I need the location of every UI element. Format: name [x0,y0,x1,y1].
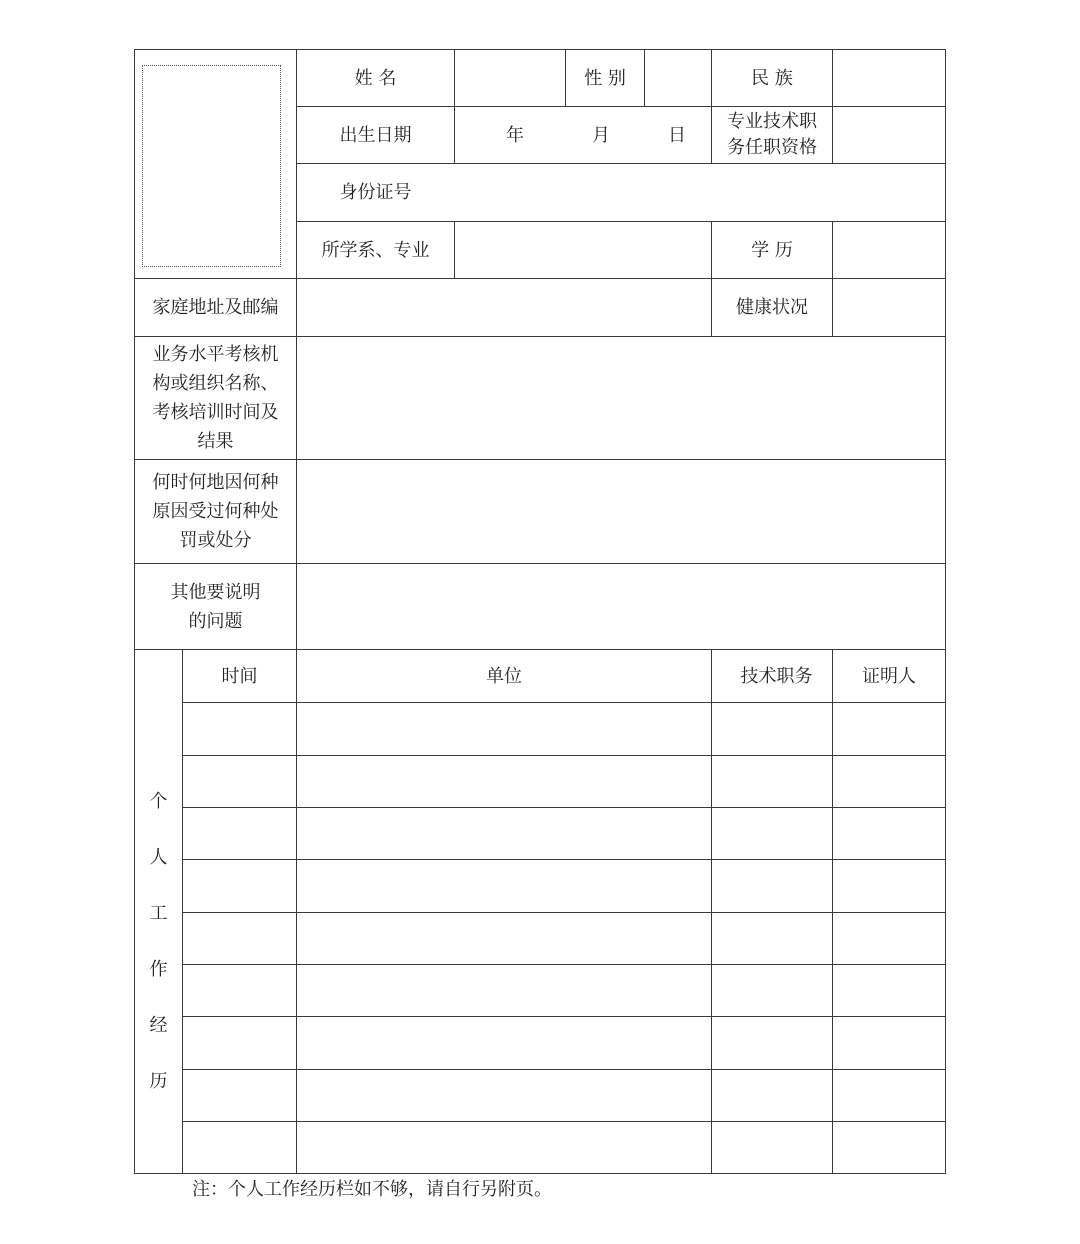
table-cell[interactable] [183,703,296,755]
birth-date-field[interactable] [455,107,711,163]
table-cell[interactable] [297,1070,711,1121]
work-history-char: 工 [149,902,168,924]
major-field[interactable] [455,222,711,278]
table-cell[interactable] [183,965,296,1016]
major-label: 所学系、专业 [321,239,430,261]
header-time: 时间 [221,665,258,687]
professional-title-field[interactable] [833,107,945,163]
health-label: 健康状况 [736,297,808,318]
assessment-label: 业务水平考核机 构或组织名称、 考核培训时间及 结果 [152,344,279,452]
other-issues-label: 其他要说明 的问题 [170,581,261,632]
table-cell[interactable] [833,1070,945,1121]
professional-title-label: 专业技术职 务任职资格 [727,111,817,158]
table-cell[interactable] [297,808,711,859]
birth-year-label: 年 [506,124,524,146]
gender-field[interactable] [645,50,711,106]
table-cell[interactable] [712,1070,832,1121]
work-history-char: 经 [149,1014,168,1036]
table-cell[interactable] [833,1122,945,1172]
table-cell[interactable] [183,1070,296,1121]
photo-box[interactable] [142,65,281,267]
table-cell[interactable] [833,965,945,1016]
id-number-field[interactable] [455,164,945,221]
header-witness: 证明人 [862,665,916,687]
header-technical-position: 技术职务 [740,665,813,687]
table-cell[interactable] [297,965,711,1016]
table-cell[interactable] [297,703,711,755]
other-issues-field[interactable] [297,564,945,649]
table-cell[interactable] [297,1017,711,1069]
table-cell[interactable] [297,913,711,964]
gender-label: 性 别 [584,67,626,89]
table-cell[interactable] [712,965,832,1016]
name-field[interactable] [455,50,565,106]
education-field[interactable] [833,222,945,278]
table-cell[interactable] [712,860,832,912]
grid-line [134,1173,946,1174]
table-cell[interactable] [712,756,832,807]
table-cell[interactable] [183,1017,296,1069]
footnote: 注：个人工作经历栏如不够，请自行另附页。 [192,1179,552,1200]
work-history-char: 作 [149,958,168,980]
table-cell[interactable] [833,913,945,964]
table-cell[interactable] [833,1017,945,1069]
table-cell[interactable] [183,913,296,964]
table-cell[interactable] [712,808,832,859]
table-cell[interactable] [183,1122,296,1172]
table-cell[interactable] [297,860,711,912]
assessment-field[interactable] [297,337,945,459]
punishment-field[interactable] [297,460,945,563]
header-unit: 单位 [486,665,522,687]
table-cell[interactable] [833,808,945,859]
punishment-label: 何时何地因何种 原因受过何种处 罚或处分 [152,472,279,551]
education-label: 学 历 [751,239,793,261]
birth-date-label: 出生日期 [339,124,412,146]
work-history-char: 历 [149,1070,168,1092]
table-cell[interactable] [833,860,945,912]
address-label: 家庭地址及邮编 [152,297,279,318]
table-cell[interactable] [712,913,832,964]
birth-day-label: 日 [668,124,686,146]
name-label: 姓 名 [354,67,397,89]
table-cell[interactable] [297,1122,711,1172]
address-field[interactable] [297,279,711,336]
work-history-label [135,650,182,1173]
table-cell[interactable] [183,860,296,912]
table-cell[interactable] [183,808,296,859]
work-history-char: 人 [149,846,168,868]
grid-line [945,49,946,1174]
table-cell[interactable] [712,703,832,755]
work-history-char: 个 [149,790,168,812]
table-cell[interactable] [297,756,711,807]
table-cell[interactable] [712,1122,832,1172]
ethnicity-field[interactable] [833,50,945,106]
table-cell[interactable] [712,1017,832,1069]
birth-month-label: 月 [592,124,610,146]
ethnicity-label: 民 族 [751,67,793,89]
table-cell[interactable] [833,703,945,755]
table-cell[interactable] [833,756,945,807]
id-number-label: 身份证号 [339,182,412,203]
table-cell[interactable] [183,756,296,807]
health-field[interactable] [833,279,945,336]
